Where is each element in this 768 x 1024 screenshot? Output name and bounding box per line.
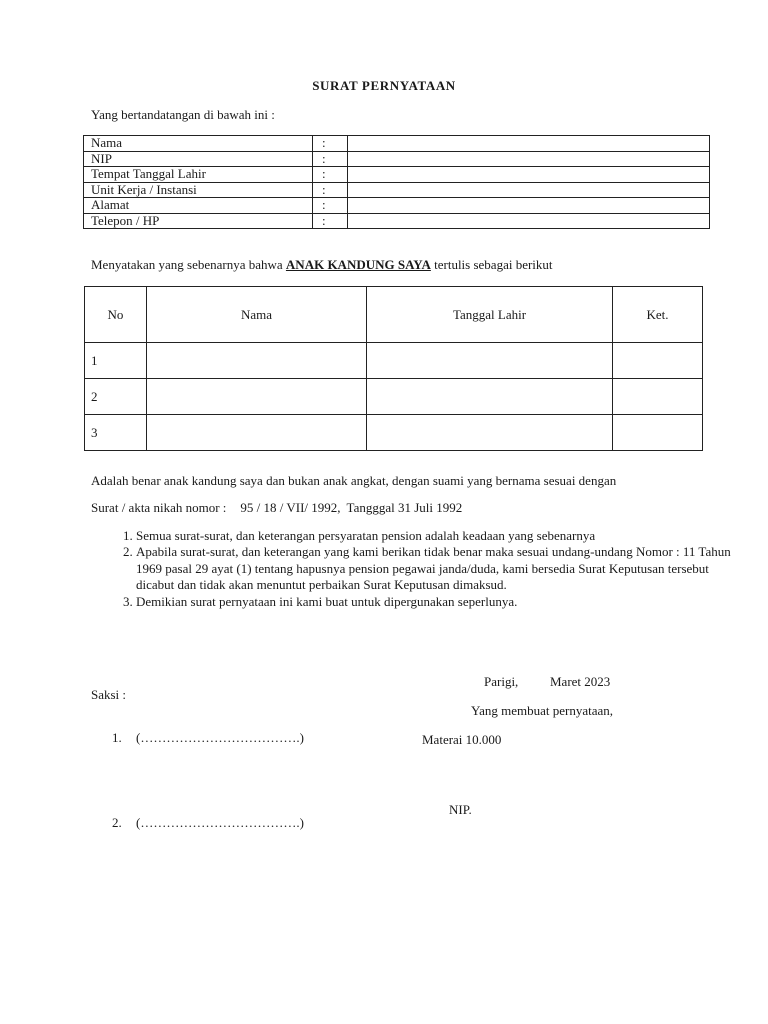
marriage-number: 95 / 18 / VII/ 1992, — [240, 500, 341, 515]
document-title: SURAT PERNYATAAN — [312, 78, 456, 93]
header-nama: Nama — [147, 287, 367, 343]
child-name-cell[interactable] — [147, 415, 367, 451]
statement-line — [91, 257, 553, 273]
child-note-cell[interactable] — [613, 415, 703, 451]
child-birthdate-cell[interactable] — [367, 415, 613, 451]
marriage-label: Surat / akta nikah nomor : — [91, 500, 227, 515]
witness-label: Saksi : — [91, 687, 127, 702]
identity-label: Alamat — [84, 198, 313, 214]
child-name-cell[interactable] — [147, 379, 367, 415]
identity-separator: : — [313, 167, 348, 183]
list-item: 1. Semua surat-surat, dan keterangan persyaratan pension adalah keadaan yang sebenarnya — [136, 528, 736, 544]
identity-separator: : — [313, 198, 348, 214]
row-number: 3 — [85, 415, 147, 451]
identity-value-field[interactable] — [348, 213, 710, 229]
identity-value-field[interactable] — [348, 151, 710, 167]
identity-row — [84, 136, 710, 152]
table-row — [85, 343, 703, 379]
children-header-row — [85, 287, 703, 343]
marriage-date: Tangggal 31 Juli 1992 — [346, 500, 463, 515]
identity-value-field[interactable] — [348, 182, 710, 198]
witness-number: 2. — [112, 815, 122, 830]
row-number: 2 — [85, 379, 147, 415]
intro-text: Yang bertandatangan di bawah ini : — [91, 107, 275, 122]
identity-separator: : — [313, 151, 348, 167]
identity-separator: : — [313, 213, 348, 229]
list-item: 3. Demikian surat pernyataan ini kami buat untuk dipergunakan seperlunya. — [136, 594, 736, 610]
witness-signature-line[interactable]: (……………………………….) — [136, 730, 304, 745]
statement-before: Menyatakan yang sebenarnya bahwa — [91, 257, 286, 272]
signature-maker: Yang membuat pernyataan, — [471, 703, 614, 718]
identity-separator: : — [313, 182, 348, 198]
identity-label: Unit Kerja / Instansi — [84, 182, 313, 198]
child-birthdate-cell[interactable] — [367, 343, 613, 379]
children-table — [84, 286, 703, 451]
witness-2 — [112, 815, 304, 831]
witness-signature-line[interactable]: (……………………………….) — [136, 815, 304, 830]
identity-value-field[interactable] — [348, 167, 710, 183]
identity-row — [84, 213, 710, 229]
signature-nip: NIP. — [449, 802, 472, 817]
identity-label: NIP — [84, 151, 313, 167]
table-row — [85, 379, 703, 415]
row-number: 1 — [85, 343, 147, 379]
stamp-placeholder: Materai 10.000 — [422, 732, 502, 747]
identity-row — [84, 167, 710, 183]
table-row — [85, 415, 703, 451]
identity-row — [84, 151, 710, 167]
identity-separator: : — [313, 136, 348, 152]
signature-place: Parigi, — [484, 674, 519, 689]
identity-value-field[interactable] — [348, 136, 710, 152]
statement-points — [90, 528, 736, 610]
identity-label: Telepon / HP — [84, 213, 313, 229]
identity-row — [84, 198, 710, 214]
paragraph-1: Adalah benar anak kandung saya dan bukan anak angkat, dengan suami yang bernama sesuai dengan — [91, 473, 617, 488]
identity-table — [83, 135, 710, 229]
header-ket: Ket. — [613, 287, 703, 343]
child-name-cell[interactable] — [147, 343, 367, 379]
child-note-cell[interactable] — [613, 379, 703, 415]
identity-row — [84, 182, 710, 198]
signature-date: Maret 2023 — [550, 674, 611, 689]
list-item: 2. Apabila surat-surat, dan keterangan yang kami berikan tidak benar maka sesuai undang-undang Nomor : 11 Tahun 1969 pasal 29 ayat (1) tentang hapusnya pension pegawai janda/duda, kami bersedia Surat Keputusan tersebut dicabut dan tidak akan menuntut perbaikan Surat Keputusan dimaksud. — [136, 544, 736, 593]
identity-label: Nama — [84, 136, 313, 152]
identity-label: Tempat Tanggal Lahir — [84, 167, 313, 183]
identity-value-field[interactable] — [348, 198, 710, 214]
marriage-line — [91, 500, 462, 516]
statement-after: tertulis sebagai berikut — [430, 257, 553, 272]
statement-emphasis: ANAK KANDUNG SAYA — [285, 257, 431, 272]
child-note-cell[interactable] — [613, 343, 703, 379]
witness-number: 1. — [112, 730, 122, 745]
header-tanggal-lahir: Tanggal Lahir — [367, 287, 613, 343]
child-birthdate-cell[interactable] — [367, 379, 613, 415]
witness-1 — [112, 730, 304, 746]
header-no: No — [85, 287, 147, 343]
